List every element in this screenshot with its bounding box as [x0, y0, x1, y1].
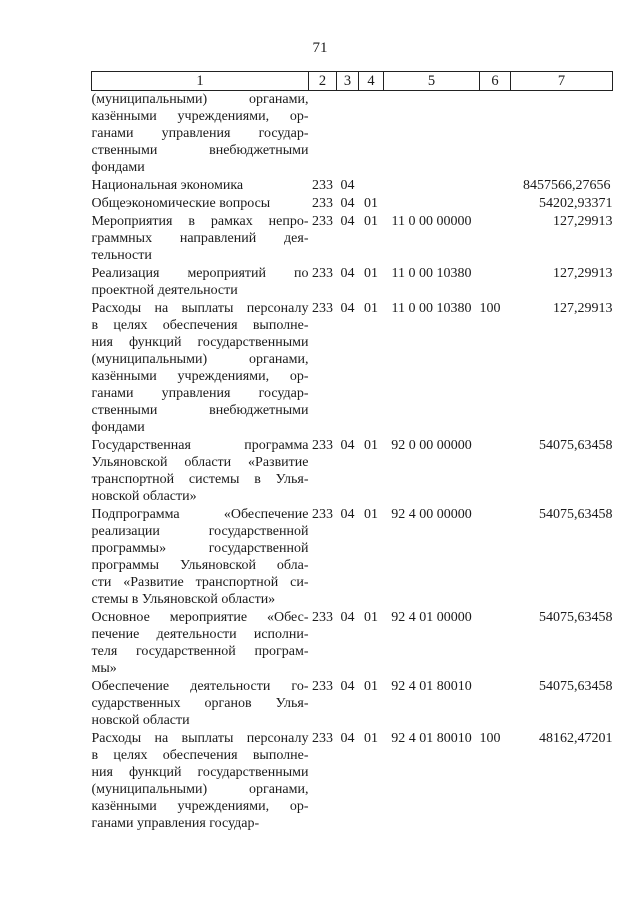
amount	[511, 91, 613, 177]
row-name-line: в целях обеспечения выполне-	[91, 748, 309, 763]
row-name	[92, 678, 309, 729]
amount: 54075,63458	[539, 507, 613, 522]
code-expense-type	[480, 91, 511, 177]
row-name-line: (муниципальными) органами,	[91, 352, 309, 367]
amount: 48162,47201	[539, 731, 613, 746]
code-expense-type	[480, 609, 511, 677]
code-expense-type	[480, 437, 511, 505]
row-name-line: казёнными учреждениями, ор-	[91, 109, 309, 124]
table-row	[92, 177, 613, 194]
code-target: 92 0 00 00000	[391, 438, 472, 453]
code-subsection: 01	[364, 301, 378, 316]
row-name-line: (муниципальными) органами,	[91, 92, 309, 107]
amount: 54075,63458	[539, 679, 613, 694]
code-expense-type: 100	[479, 301, 501, 316]
amount: 127,29913	[553, 301, 613, 316]
row-name-line: ганами управления государ-	[91, 816, 260, 831]
code-target	[384, 195, 480, 212]
row-name-line: тельности	[91, 248, 152, 263]
row-name-line: Расходы на выплаты персоналу	[91, 301, 309, 316]
table-row	[92, 730, 613, 832]
row-name-line: Реализация мероприятий по	[91, 266, 309, 281]
table-row	[92, 213, 613, 264]
row-name-line: ния функций государственными	[91, 335, 309, 350]
code-admin: 233	[312, 301, 333, 316]
row-name-line: Расходы на выплаты персоналу	[91, 731, 309, 746]
table-header	[92, 72, 613, 91]
row-name	[92, 609, 309, 677]
row-name-line: ственными внебюджетными	[91, 143, 309, 158]
row-name-line: (муниципальными) органами,	[91, 782, 309, 797]
code-target	[384, 177, 480, 194]
row-spacer-cell	[92, 832, 613, 833]
row-name-line: ганами управления государ-	[91, 126, 309, 141]
amount: 127,29913	[553, 214, 613, 229]
header-col-2: 2	[309, 72, 337, 91]
row-name-line: казёнными учреждениями, ор-	[91, 369, 309, 384]
table-row	[92, 609, 613, 677]
row-name-line: сти «Развитие транспортной си-	[91, 575, 309, 590]
table-row	[92, 195, 613, 212]
header-col-7: 7	[511, 72, 613, 91]
code-expense-type	[480, 678, 511, 729]
row-name-line: Ульяновской области «Развитие	[91, 455, 309, 470]
table-row	[92, 506, 613, 608]
row-name-line: проектной деятельности	[91, 283, 238, 298]
code-admin: 233	[312, 438, 333, 453]
code-subsection: 01	[364, 610, 378, 625]
row-name	[92, 91, 309, 177]
row-name	[92, 437, 309, 505]
row-name-line: Национальная экономика	[91, 178, 244, 193]
code-target: 92 4 01 80010	[391, 679, 472, 694]
header-col-5: 5	[384, 72, 480, 91]
row-name-line: казёнными учреждениями, ор-	[91, 799, 309, 814]
row-name-line: ния функций государственными	[91, 765, 309, 780]
code-admin: 233	[312, 679, 333, 694]
code-target: 92 4 01 80010	[391, 731, 472, 746]
header-col-3: 3	[337, 72, 359, 91]
row-name-line: новской области»	[91, 489, 197, 504]
row-name-line: Мероприятия в рамках непро-	[91, 214, 309, 229]
code-admin: 233	[312, 507, 333, 522]
code-subsection	[359, 177, 384, 194]
code-target: 11 0 00 10380	[391, 266, 472, 281]
code-section: 04	[340, 214, 355, 229]
row-name-line: Основное мероприятие «Обес-	[91, 610, 309, 625]
row-name-line: фондами	[91, 420, 145, 435]
row-name-line: сударственных органов Улья-	[91, 696, 309, 711]
header-col-4: 4	[359, 72, 384, 91]
row-name-line: теля государственной програм-	[91, 644, 309, 659]
table-row	[92, 678, 613, 729]
budget-table	[91, 71, 613, 833]
code-expense-type: 100	[479, 731, 501, 746]
code-section: 04	[340, 266, 355, 281]
code-admin: 233	[312, 178, 333, 193]
code-expense-type	[480, 195, 511, 212]
row-name-line: мы»	[91, 661, 117, 676]
row-name	[92, 265, 309, 299]
code-section	[337, 91, 359, 177]
row-name-line: в целях обеспечения выполне-	[91, 318, 309, 333]
code-admin: 233	[312, 731, 333, 746]
code-section: 04	[340, 438, 355, 453]
amount: 54202,93371	[539, 196, 613, 211]
amount: 8457566,27656	[523, 178, 611, 193]
code-expense-type	[480, 177, 511, 194]
code-section: 04	[340, 731, 355, 746]
row-name-line: Обеспечение деятельности го-	[91, 679, 309, 694]
code-section: 04	[340, 507, 355, 522]
code-section: 04	[340, 679, 355, 694]
code-section: 04	[340, 610, 355, 625]
table-row	[92, 91, 613, 177]
row-name-line: Подпрограмма «Обеспечение	[91, 507, 309, 522]
code-subsection: 01	[364, 438, 378, 453]
code-admin: 233	[312, 196, 333, 211]
row-name	[92, 177, 309, 194]
row-name	[92, 213, 309, 264]
row-name-line: программы» государственной	[91, 541, 309, 556]
code-admin: 233	[312, 214, 333, 229]
row-name-line: фондами	[91, 160, 145, 175]
amount: 54075,63458	[539, 438, 613, 453]
code-section: 04	[340, 196, 355, 211]
row-name-line: граммных направлений дея-	[91, 231, 309, 246]
table-row	[92, 300, 613, 436]
code-expense-type	[480, 265, 511, 299]
row-name-line: Государственная программа	[91, 438, 309, 453]
code-subsection: 01	[364, 214, 378, 229]
code-target	[384, 91, 480, 177]
row-spacer	[92, 832, 613, 833]
code-section: 04	[340, 301, 355, 316]
row-name	[92, 300, 309, 436]
header-col-6: 6	[480, 72, 511, 91]
code-admin: 233	[312, 266, 333, 281]
header-col-1: 1	[92, 72, 309, 91]
amount: 127,29913	[553, 266, 613, 281]
code-expense-type	[480, 506, 511, 608]
row-name-line: ственными внебюджетными	[91, 403, 309, 418]
code-subsection	[359, 91, 384, 177]
row-name-line: новской области	[91, 713, 190, 728]
code-admin: 233	[312, 610, 333, 625]
code-subsection: 01	[364, 731, 378, 746]
code-subsection: 01	[364, 507, 378, 522]
row-name	[92, 195, 309, 212]
page-number: 71	[312, 40, 328, 56]
code-section: 04	[340, 178, 355, 193]
code-target: 92 4 00 00000	[391, 507, 472, 522]
row-name-line: стемы в Ульяновской области»	[91, 592, 276, 607]
row-name	[92, 506, 309, 608]
row-name-line: транспортной системы в Улья-	[91, 472, 309, 487]
row-name-line: ганами управления государ-	[91, 386, 309, 401]
table-row	[92, 437, 613, 505]
row-name-line: реализации государственной	[91, 524, 309, 539]
table-row	[92, 265, 613, 299]
code-target: 11 0 00 00000	[391, 214, 472, 229]
code-expense-type	[480, 213, 511, 264]
code-subsection: 01	[364, 196, 378, 211]
code-admin	[309, 91, 337, 177]
row-name	[92, 730, 309, 832]
row-name-line: печение деятельности исполни-	[91, 627, 309, 642]
code-subsection: 01	[364, 679, 378, 694]
code-target: 11 0 00 10380	[391, 301, 472, 316]
row-name-line: программы Ульяновской обла-	[91, 558, 309, 573]
row-name-line: Общеэкономические вопросы	[91, 196, 271, 211]
amount: 54075,63458	[539, 610, 613, 625]
code-target: 92 4 01 00000	[391, 610, 472, 625]
code-subsection: 01	[364, 266, 378, 281]
table-body	[92, 91, 613, 834]
